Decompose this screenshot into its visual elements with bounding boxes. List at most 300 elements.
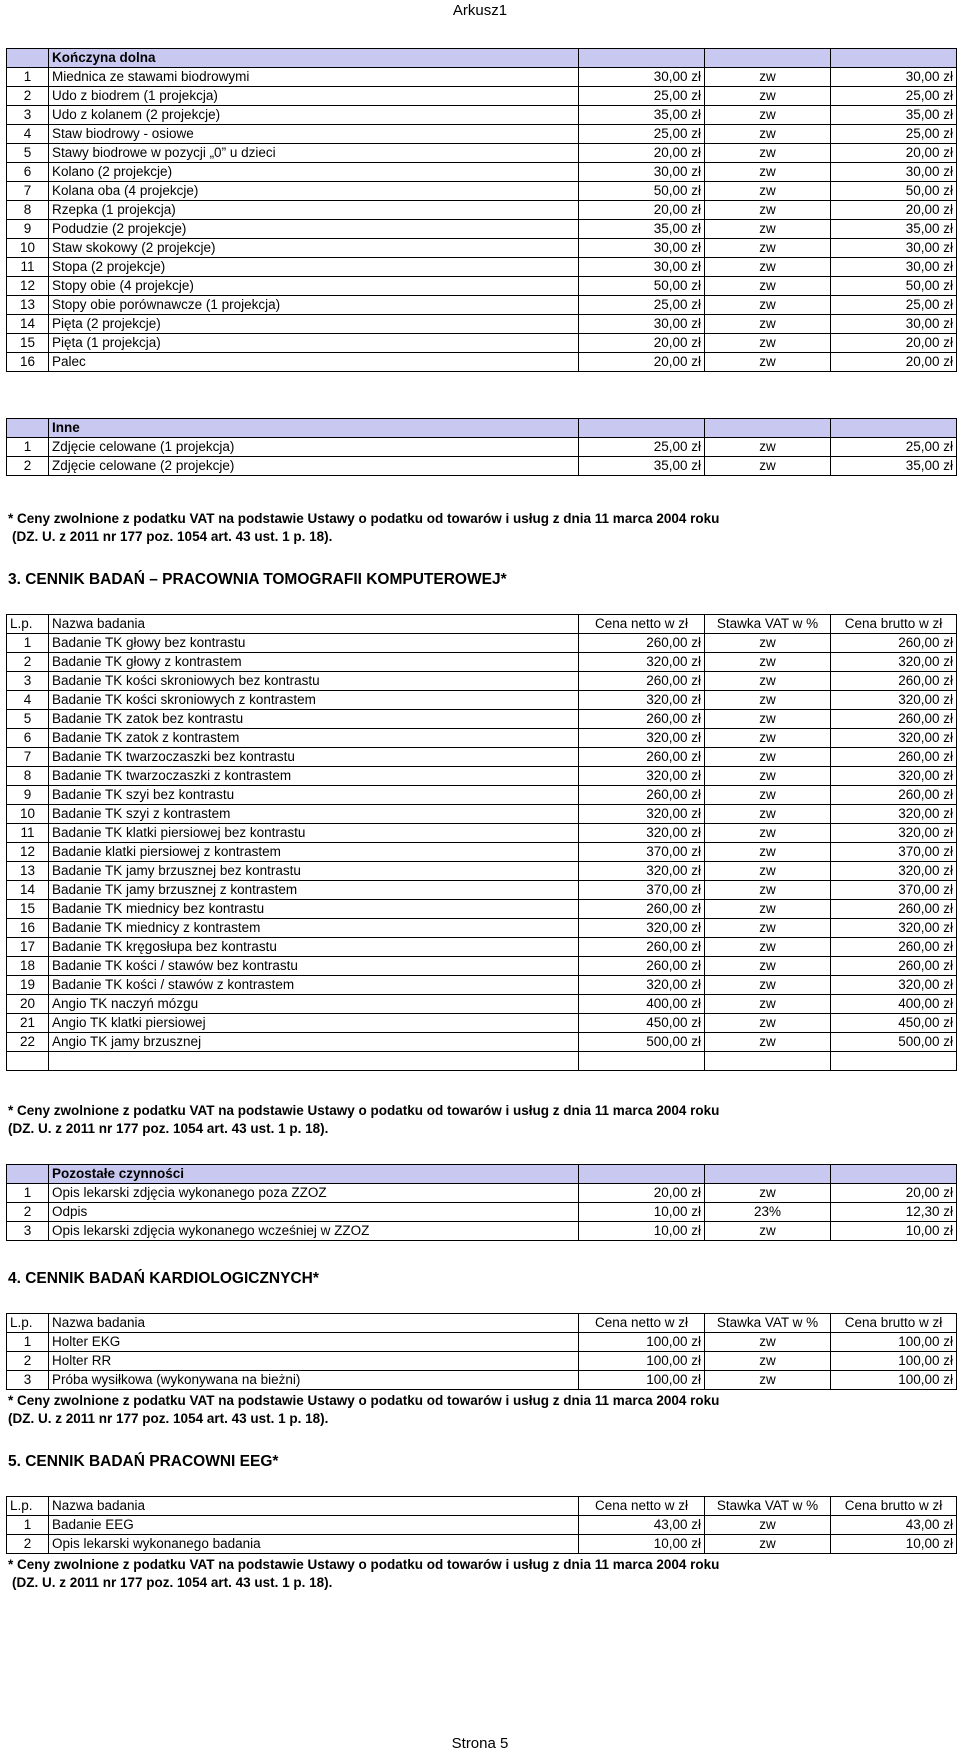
row-name: Badanie TK zatok z kontrastem [49,729,579,748]
row-vat-rate: zw [705,938,831,957]
row-price-brutto: 25,00 zł [831,438,957,457]
row-number: 21 [7,1014,49,1033]
row-name: Miednica ze stawami biodrowymi [49,68,579,87]
row-price-netto: 25,00 zł [579,438,705,457]
row-price-netto: 25,00 zł [579,296,705,315]
cardio-table [6,1313,957,1390]
row-number: 14 [7,315,49,334]
table-row [7,1014,957,1033]
col-vat: Stawka VAT w % [705,1314,831,1333]
row-name: Pięta (2 projekcje) [49,315,579,334]
row-number: 6 [7,729,49,748]
row-number: 4 [7,125,49,144]
row-number: 9 [7,786,49,805]
row-number: 12 [7,843,49,862]
row-vat-rate: zw [705,163,831,182]
row-price-netto: 20,00 zł [579,353,705,372]
row-price-brutto: 50,00 zł [831,277,957,296]
row-vat-rate: zw [705,653,831,672]
row-price-netto: 260,00 zł [579,634,705,653]
row-price-netto: 370,00 zł [579,881,705,900]
row-price-brutto: 260,00 zł [831,786,957,805]
page-number: Strona 5 [451,1735,509,1752]
row-vat-rate: zw [705,68,831,87]
row-price-netto: 50,00 zł [579,182,705,201]
row-price-brutto: 320,00 zł [831,653,957,672]
row-name: Badanie TK głowy bez kontrastu [49,634,579,653]
row-number: 2 [7,87,49,106]
vat-note-line2: (DZ. U. z 2011 nr 177 poz. 1054 art. 43 ust. 1 p. 18). [8,1121,329,1136]
row-number: 15 [7,900,49,919]
empty-cell [579,1052,705,1071]
row-name: Angio TK klatki piersiowej [49,1014,579,1033]
row-price-netto: 320,00 zł [579,805,705,824]
row-vat-rate: zw [705,710,831,729]
row-vat-rate: zw [705,277,831,296]
table-row [7,672,957,691]
row-price-brutto: 320,00 zł [831,729,957,748]
col-vat: Stawka VAT w % [705,615,831,634]
row-number: 9 [7,220,49,239]
row-number: 3 [7,106,49,125]
row-name: Badanie TK jamy brzusznej bez kontrastu [49,862,579,881]
row-number: 12 [7,277,49,296]
sheet-name: Arkusz1 [452,2,508,19]
row-price-netto: 320,00 zł [579,862,705,881]
table-row [7,1333,957,1352]
row-vat-rate: zw [705,353,831,372]
remaining-title: Pozostałe czynności [49,1165,579,1184]
row-price-netto: 30,00 zł [579,258,705,277]
row-number: 13 [7,862,49,881]
row-price-brutto: 260,00 zł [831,938,957,957]
row-name: Zdjęcie celowane (1 projekcja) [49,438,579,457]
row-number: 18 [7,957,49,976]
table-row [7,68,957,87]
row-vat-rate: zw [705,900,831,919]
row-price-brutto: 100,00 zł [831,1352,957,1371]
col-name: Nazwa badania [49,1497,579,1516]
row-price-brutto: 50,00 zł [831,182,957,201]
row-vat-rate: 23% [705,1203,831,1222]
row-vat-rate: zw [705,144,831,163]
table-row [7,900,957,919]
row-price-netto: 320,00 zł [579,653,705,672]
table-row [7,353,957,372]
row-number: 1 [7,1516,49,1535]
table-row [7,729,957,748]
row-vat-rate: zw [705,691,831,710]
row-price-netto: 260,00 zł [579,786,705,805]
row-price-brutto: 20,00 zł [831,353,957,372]
table-row [7,767,957,786]
row-name: Udo z kolanem (2 projekcje) [49,106,579,125]
row-price-netto: 320,00 zł [579,824,705,843]
row-vat-rate: zw [705,672,831,691]
row-price-netto: 20,00 zł [579,334,705,353]
row-price-brutto: 260,00 zł [831,900,957,919]
empty-cell [49,1052,579,1071]
eeg-column-header-row [7,1497,957,1516]
row-price-brutto: 25,00 zł [831,296,957,315]
row-price-brutto: 35,00 zł [831,106,957,125]
row-vat-rate: zw [705,182,831,201]
row-number: 1 [7,1184,49,1203]
row-price-brutto: 25,00 zł [831,87,957,106]
row-name: Angio TK naczyń mózgu [49,995,579,1014]
row-name: Opis lekarski wykonanego badania [49,1535,579,1554]
row-price-brutto: 320,00 zł [831,976,957,995]
row-vat-rate: zw [705,438,831,457]
row-vat-rate: zw [705,824,831,843]
row-number: 10 [7,239,49,258]
table-row [7,1203,957,1222]
row-number: 4 [7,691,49,710]
row-price-netto: 20,00 zł [579,201,705,220]
table-row [7,710,957,729]
row-number: 13 [7,296,49,315]
ct-section-title: 3. CENNIK BADAŃ – PRACOWNIA TOMOGRAFII KOMPUTEROWEJ* [8,571,507,588]
table-row [7,653,957,672]
row-price-netto: 50,00 zł [579,277,705,296]
row-price-netto: 100,00 zł [579,1333,705,1352]
row-number: 17 [7,938,49,957]
table-row [7,296,957,315]
row-vat-rate: zw [705,315,831,334]
row-name: Staw skokowy (2 projekcje) [49,239,579,258]
row-name: Badanie klatki piersiowej z kontrastem [49,843,579,862]
row-price-netto: 35,00 zł [579,106,705,125]
row-name: Pięta (1 projekcja) [49,334,579,353]
row-price-netto: 450,00 zł [579,1014,705,1033]
row-vat-rate: zw [705,1184,831,1203]
row-number: 20 [7,995,49,1014]
row-price-netto: 30,00 zł [579,68,705,87]
row-number: 5 [7,144,49,163]
row-vat-rate: zw [705,862,831,881]
row-name: Badanie TK kości skroniowych bez kontrastu [49,672,579,691]
row-name: Stopa (2 projekcje) [49,258,579,277]
row-vat-rate: zw [705,634,831,653]
row-price-netto: 10,00 zł [579,1222,705,1241]
other-title: Inne [49,419,579,438]
row-name: Opis lekarski zdjęcia wykonanego wcześniej w ZZOZ [49,1222,579,1241]
table-row [7,634,957,653]
row-name: Badanie TK kości / stawów z kontrastem [49,976,579,995]
row-name: Odpis [49,1203,579,1222]
row-vat-rate: zw [705,767,831,786]
row-name: Stopy obie (4 projekcje) [49,277,579,296]
row-number: 1 [7,438,49,457]
row-price-brutto: 320,00 zł [831,862,957,881]
row-number: 14 [7,881,49,900]
row-number: 16 [7,353,49,372]
table-row [7,87,957,106]
row-price-brutto: 260,00 zł [831,672,957,691]
row-name: Zdjęcie celowane (2 projekcje) [49,457,579,476]
row-name: Holter EKG [49,1333,579,1352]
row-price-brutto: 20,00 zł [831,201,957,220]
row-price-brutto: 100,00 zł [831,1371,957,1390]
table-row [7,1516,957,1535]
row-number: 2 [7,1352,49,1371]
row-price-brutto: 30,00 zł [831,258,957,277]
col-brutto: Cena brutto w zł [831,1497,957,1516]
row-price-brutto: 30,00 zł [831,68,957,87]
row-price-brutto: 320,00 zł [831,691,957,710]
table-row [7,457,957,476]
col-brutto: Cena brutto w zł [831,1314,957,1333]
row-price-netto: 10,00 zł [579,1203,705,1222]
table-row [7,862,957,881]
row-number: 2 [7,1203,49,1222]
table-row [7,1222,957,1241]
vat-note-line1: * Ceny zwolnione z podatku VAT na podstawie Ustawy o podatku od towarów i usług z dnia 11 marca 2004 roku [8,1393,720,1408]
row-price-netto: 400,00 zł [579,995,705,1014]
row-number: 3 [7,672,49,691]
row-vat-rate: zw [705,805,831,824]
row-price-netto: 320,00 zł [579,919,705,938]
row-number: 11 [7,824,49,843]
row-number: 7 [7,182,49,201]
row-price-brutto: 260,00 zł [831,710,957,729]
row-name: Badanie TK twarzoczaszki z kontrastem [49,767,579,786]
row-price-netto: 43,00 zł [579,1516,705,1535]
table-row [7,220,957,239]
row-price-netto: 35,00 zł [579,220,705,239]
ct-table [6,614,957,1071]
row-price-brutto: 320,00 zł [831,767,957,786]
row-vat-rate: zw [705,843,831,862]
row-price-brutto: 260,00 zł [831,748,957,767]
row-name: Udo z biodrem (1 projekcja) [49,87,579,106]
row-vat-rate: zw [705,786,831,805]
table-row [7,691,957,710]
table-row [7,748,957,767]
row-price-netto: 370,00 zł [579,843,705,862]
row-name: Staw biodrowy - osiowe [49,125,579,144]
table-row [7,786,957,805]
row-number: 10 [7,805,49,824]
table-row [7,938,957,957]
row-vat-rate: zw [705,729,831,748]
row-price-netto: 100,00 zł [579,1371,705,1390]
row-price-netto: 20,00 zł [579,144,705,163]
empty-row [7,1052,957,1071]
row-price-brutto: 25,00 zł [831,125,957,144]
row-name: Badanie TK miednicy z kontrastem [49,919,579,938]
row-price-netto: 35,00 zł [579,457,705,476]
row-price-brutto: 370,00 zł [831,843,957,862]
table-row [7,239,957,258]
table-row [7,1184,957,1203]
row-price-brutto: 370,00 zł [831,881,957,900]
row-price-brutto: 12,30 zł [831,1203,957,1222]
row-name: Stopy obie porównawcze (1 projekcja) [49,296,579,315]
row-price-brutto: 35,00 zł [831,220,957,239]
row-price-netto: 260,00 zł [579,672,705,691]
remaining-header-row [7,1165,957,1184]
vat-note-line2: (DZ. U. z 2011 nr 177 poz. 1054 art. 43 ust. 1 p. 18). [8,1411,329,1426]
row-name: Podudzie (2 projekcje) [49,220,579,239]
row-name: Badanie TK klatki piersiowej bez kontrastu [49,824,579,843]
other-table [6,418,957,476]
row-price-brutto: 320,00 zł [831,919,957,938]
remaining-table [6,1164,957,1241]
row-price-brutto: 20,00 zł [831,334,957,353]
col-netto: Cena netto w zł [579,1497,705,1516]
row-price-netto: 320,00 zł [579,691,705,710]
row-vat-rate: zw [705,1033,831,1052]
row-price-brutto: 10,00 zł [831,1535,957,1554]
row-price-netto: 260,00 zł [579,900,705,919]
row-name: Badanie TK twarzoczaszki bez kontrastu [49,748,579,767]
table-row [7,201,957,220]
row-name: Kolano (2 projekcje) [49,163,579,182]
table-row [7,163,957,182]
row-price-brutto: 500,00 zł [831,1033,957,1052]
row-price-netto: 25,00 zł [579,125,705,144]
row-number: 19 [7,976,49,995]
row-price-brutto: 450,00 zł [831,1014,957,1033]
table-row [7,919,957,938]
row-price-brutto: 320,00 zł [831,805,957,824]
row-vat-rate: zw [705,258,831,277]
row-vat-rate: zw [705,220,831,239]
table-row [7,976,957,995]
table-row [7,824,957,843]
row-price-netto: 10,00 zł [579,1535,705,1554]
row-vat-rate: zw [705,106,831,125]
col-lp: L.p. [7,615,49,634]
row-price-netto: 25,00 zł [579,87,705,106]
row-price-netto: 260,00 zł [579,748,705,767]
vat-note-line1: * Ceny zwolnione z podatku VAT na podstawie Ustawy o podatku od towarów i usług z dnia 11 marca 2004 roku [8,1103,720,1118]
row-vat-rate: zw [705,201,831,220]
row-name: Badanie TK kręgosłupa bez kontrastu [49,938,579,957]
row-price-netto: 260,00 zł [579,957,705,976]
row-name: Holter RR [49,1352,579,1371]
col-netto: Cena netto w zł [579,615,705,634]
row-number: 11 [7,258,49,277]
row-vat-rate: zw [705,1222,831,1241]
col-vat: Stawka VAT w % [705,1497,831,1516]
row-price-netto: 260,00 zł [579,938,705,957]
row-price-netto: 20,00 zł [579,1184,705,1203]
row-vat-rate: zw [705,334,831,353]
row-vat-rate: zw [705,1516,831,1535]
vat-note-line2: (DZ. U. z 2011 nr 177 poz. 1054 art. 43 ust. 1 p. 18). [12,1575,333,1590]
row-number: 2 [7,457,49,476]
row-name: Badanie TK miednicy bez kontrastu [49,900,579,919]
row-number: 2 [7,653,49,672]
row-number: 2 [7,1535,49,1554]
table-row [7,805,957,824]
row-vat-rate: zw [705,957,831,976]
row-number: 1 [7,1333,49,1352]
row-price-brutto: 35,00 zł [831,457,957,476]
row-vat-rate: zw [705,1371,831,1390]
table-row [7,995,957,1014]
row-price-brutto: 100,00 zł [831,1333,957,1352]
row-price-netto: 30,00 zł [579,239,705,258]
table-row [7,957,957,976]
vat-note-line1: * Ceny zwolnione z podatku VAT na podstawie Ustawy o podatku od towarów i usług z dnia 11 marca 2004 roku [8,511,720,526]
vat-note-2 [8,1102,719,1138]
row-vat-rate: zw [705,296,831,315]
col-name: Nazwa badania [49,1314,579,1333]
row-name: Próba wysiłkowa (wykonywana na bieżni) [49,1371,579,1390]
row-price-brutto: 400,00 zł [831,995,957,1014]
row-name: Badanie TK kości skroniowych z kontrastem [49,691,579,710]
row-price-brutto: 20,00 zł [831,1184,957,1203]
cardio-section-title: 4. CENNIK BADAŃ KARDIOLOGICZNYCH* [8,1270,319,1287]
row-number: 7 [7,748,49,767]
row-vat-rate: zw [705,1535,831,1554]
empty-cell [705,1052,831,1071]
row-price-netto: 260,00 zł [579,710,705,729]
row-name: Badanie TK zatok bez kontrastu [49,710,579,729]
row-name: Badanie TK głowy z kontrastem [49,653,579,672]
eeg-section-title: 5. CENNIK BADAŃ PRACOWNI EEG* [8,1453,279,1470]
vat-note-3 [8,1392,719,1428]
row-price-netto: 30,00 zł [579,315,705,334]
table-row [7,1535,957,1554]
col-netto: Cena netto w zł [579,1314,705,1333]
cardio-column-header-row [7,1314,957,1333]
row-price-netto: 500,00 zł [579,1033,705,1052]
row-price-brutto: 320,00 zł [831,824,957,843]
empty-cell [7,1052,49,1071]
row-name: Stawy biodrowe w pozycji „0” u dzieci [49,144,579,163]
ct-column-header-row [7,615,957,634]
row-price-netto: 30,00 zł [579,163,705,182]
row-price-brutto: 260,00 zł [831,957,957,976]
table-row [7,106,957,125]
row-name: Angio TK jamy brzusznej [49,1033,579,1052]
row-name: Badanie TK szyi z kontrastem [49,805,579,824]
row-number: 5 [7,710,49,729]
table-row [7,182,957,201]
row-name: Badanie TK jamy brzusznej z kontrastem [49,881,579,900]
eeg-table [6,1496,957,1554]
table-row [7,125,957,144]
row-vat-rate: zw [705,881,831,900]
row-price-brutto: 30,00 zł [831,239,957,258]
row-price-netto: 100,00 zł [579,1352,705,1371]
table-row [7,843,957,862]
row-vat-rate: zw [705,457,831,476]
row-vat-rate: zw [705,125,831,144]
row-number: 8 [7,201,49,220]
row-vat-rate: zw [705,919,831,938]
table-row [7,258,957,277]
row-number: 3 [7,1371,49,1390]
table-row [7,881,957,900]
row-price-netto: 320,00 zł [579,976,705,995]
row-vat-rate: zw [705,1333,831,1352]
row-price-brutto: 30,00 zł [831,163,957,182]
row-price-brutto: 260,00 zł [831,634,957,653]
table-row [7,438,957,457]
row-number: 16 [7,919,49,938]
table-row [7,334,957,353]
row-vat-rate: zw [705,239,831,258]
table-row [7,1371,957,1390]
table-row [7,315,957,334]
other-header-row [7,419,957,438]
row-number: 15 [7,334,49,353]
